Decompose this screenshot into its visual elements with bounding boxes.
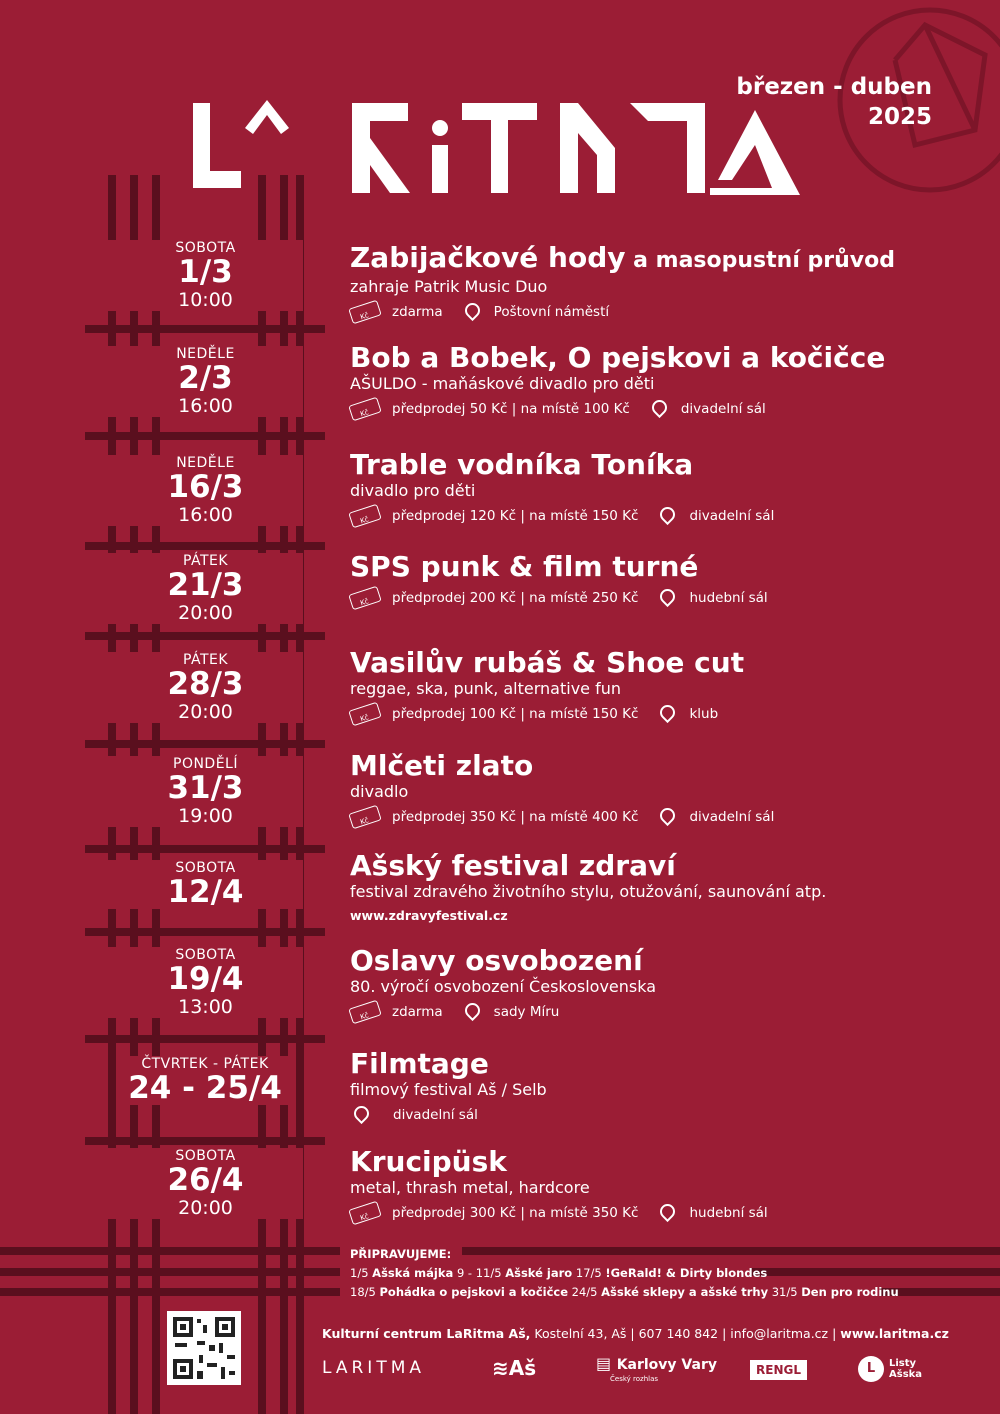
event-title-extra: a masopustní průvod	[625, 248, 895, 273]
event-day: ČTVRTEK - PÁTEK	[141, 1056, 269, 1072]
event-date: 1/3	[178, 254, 233, 290]
footer-org: Kulturní centrum LaRitma Aš,	[322, 1326, 531, 1341]
date-block	[108, 860, 303, 909]
event-place: sady Míru	[493, 1004, 560, 1020]
event-title: Filmtage	[350, 1047, 489, 1080]
event-date: 26/4	[167, 1162, 244, 1198]
event-place: Poštovní náměstí	[493, 304, 610, 320]
event-time: 10:00	[178, 289, 233, 311]
date-block	[122, 1056, 288, 1105]
ticket-icon	[348, 1000, 381, 1024]
event-date: 12/4	[167, 874, 244, 910]
event-subtitle: metal, thrash metal, hardcore	[350, 1178, 590, 1197]
event-date: 24 - 25/4	[128, 1070, 282, 1106]
event-title: Ašský festival zdraví	[350, 849, 676, 882]
event-price: předprodej 120 Kč | na místě 150 Kč	[392, 508, 639, 524]
event-time: 13:00	[178, 996, 233, 1018]
preparing-line-2: 18/5 Pohádka o pejskovi a kočičce 24/5 Ašské sklepy a ašské trhy 31/5 Den pro rodinu	[350, 1285, 899, 1299]
preparing-line-1: 1/5 Ašská májka 9 - 11/5 Ašské jaro 17/5 !GeRald! & Dirty blondes	[350, 1266, 768, 1280]
date-block	[108, 756, 303, 827]
event-price: předprodej 350 Kč | na místě 400 Kč	[392, 809, 639, 825]
location-pin-icon	[657, 503, 678, 524]
event-day: SOBOTA	[175, 947, 236, 963]
event-date: 21/3	[167, 567, 244, 603]
event-day: SOBOTA	[175, 1148, 236, 1164]
event-title: Trable vodníka Toníka	[350, 448, 694, 481]
event-info	[350, 1002, 950, 1022]
location-pin-icon	[657, 1200, 678, 1221]
footer-web-link[interactable]: www.laritma.cz	[840, 1326, 949, 1341]
event-subtitle: zahraje Patrik Music Duo	[350, 277, 548, 296]
event-price: předprodej 200 Kč | na místě 250 Kč	[392, 590, 639, 606]
event-place: hudební sál	[689, 1205, 768, 1221]
event-day: NEDĚLE	[176, 455, 235, 471]
event-info	[350, 807, 950, 827]
period-year: 2025	[867, 104, 932, 130]
date-block	[108, 455, 303, 526]
event-info	[350, 399, 950, 419]
event-date: 16/3	[167, 469, 244, 505]
location-pin-icon	[649, 396, 670, 417]
event-price: předprodej 50 Kč | na místě 100 Kč	[392, 401, 630, 417]
event-subtitle: filmový festival Aš / Selb	[350, 1080, 547, 1099]
event-subtitle: festival zdravého životního stylu, otužování, saunování atp.	[350, 882, 827, 901]
event-price: předprodej 100 Kč | na místě 150 Kč	[392, 706, 639, 722]
event-day: PÁTEK	[182, 652, 229, 668]
ticket-icon	[348, 805, 381, 829]
event-place: klub	[689, 706, 719, 722]
event-time: 16:00	[178, 395, 233, 417]
event-day: PÁTEK	[182, 553, 229, 569]
event-info	[350, 704, 950, 724]
location-pin-icon	[657, 585, 678, 606]
location-pin-icon	[657, 701, 678, 722]
event-item	[350, 1048, 950, 1125]
event-price: předprodej 300 Kč | na místě 350 Kč	[392, 1205, 639, 1221]
event-place: divadelní sál	[680, 401, 766, 417]
date-block	[108, 240, 303, 311]
event-item	[350, 449, 950, 526]
partner-logo-rengl: RENGL	[750, 1360, 807, 1380]
event-title: Mlčeti zlato	[350, 749, 534, 782]
partner-logo-karlovy-vary: ▤ Karlovy Vary Český rozhlas	[596, 1357, 717, 1386]
event-info	[350, 588, 950, 608]
date-block	[108, 1148, 303, 1219]
event-day: NEDĚLE	[176, 346, 235, 362]
partner-logo-laritma: LARITMA	[322, 1358, 425, 1378]
event-day: SOBOTA	[175, 240, 236, 256]
event-title: Zabijačkové hody a masopustní průvod	[350, 241, 895, 274]
event-time: 20:00	[178, 602, 233, 624]
location-pin-icon	[351, 1102, 372, 1123]
ticket-icon	[348, 702, 381, 726]
date-block	[108, 553, 303, 624]
event-item	[350, 945, 950, 1022]
event-price: zdarma	[392, 304, 443, 320]
event-title: Krucipüsk	[350, 1145, 507, 1178]
event-price: zdarma	[392, 1004, 443, 1020]
event-subtitle: reggae, ska, punk, alternative fun	[350, 679, 622, 698]
preparing-section	[350, 1245, 899, 1302]
event-date: 19/4	[167, 961, 244, 997]
event-date: 2/3	[178, 360, 233, 396]
location-pin-icon	[657, 804, 678, 825]
event-item	[350, 1146, 950, 1223]
ticket-icon	[348, 1201, 381, 1225]
event-item	[350, 750, 950, 827]
event-title: Vasilův rubáš & Shoe cut	[350, 646, 745, 679]
event-subtitle: 80. výročí osvobození Československa	[350, 977, 657, 996]
footer-contact	[322, 1326, 949, 1341]
event-item	[350, 551, 950, 608]
ticket-icon	[348, 397, 381, 421]
event-title: Bob a Bobek, O pejskovi a kočičce	[350, 341, 886, 374]
listy-icon: L	[858, 1356, 884, 1382]
event-time: 19:00	[178, 805, 233, 827]
event-date: 28/3	[167, 666, 244, 702]
event-subtitle: divadlo pro děti	[350, 481, 476, 500]
event-place: divadelní sál	[689, 508, 775, 524]
qr-code-icon[interactable]	[167, 1311, 241, 1385]
event-time: 20:00	[178, 1197, 233, 1219]
ticket-icon	[348, 586, 381, 610]
partner-logo-listy-asska: L Listy Ašska	[858, 1356, 922, 1382]
preparing-heading: PŘIPRAVUJEME:	[350, 1247, 452, 1261]
event-item	[350, 242, 950, 322]
event-info	[350, 1203, 950, 1223]
event-subtitle: divadlo	[350, 782, 409, 801]
event-time: 20:00	[178, 701, 233, 723]
event-day: SOBOTA	[175, 860, 236, 876]
event-item	[350, 342, 950, 419]
event-place: divadelní sál	[689, 809, 775, 825]
ticket-icon	[348, 504, 381, 528]
partner-logo-cesky-rozhlas: Český rozhlas	[610, 1375, 659, 1383]
location-pin-icon	[462, 299, 483, 320]
period-months: březen - duben	[736, 74, 932, 100]
event-item	[350, 850, 950, 923]
period-label	[700, 72, 932, 132]
event-title: Oslavy osvobození	[350, 944, 643, 977]
date-block	[108, 346, 303, 417]
date-block	[108, 947, 303, 1018]
event-info	[350, 1105, 950, 1125]
event-subtitle: AŠULDO - maňáskové divadlo pro děti	[350, 374, 655, 393]
event-info	[350, 302, 950, 322]
location-pin-icon	[462, 999, 483, 1020]
event-info	[350, 506, 950, 526]
event-date: 31/3	[167, 770, 244, 806]
event-day: PONDĚLÍ	[173, 756, 238, 772]
partner-logo-as: ≋Aš	[492, 1356, 537, 1380]
ticket-icon	[348, 300, 381, 324]
event-place: hudební sál	[689, 590, 768, 606]
event-title: SPS punk & film turné	[350, 550, 699, 583]
event-place: divadelní sál	[393, 1107, 478, 1123]
event-item	[350, 647, 950, 724]
date-block	[108, 652, 303, 723]
event-website-link[interactable]: www.zdravyfestival.cz	[350, 908, 508, 923]
footer-address: Kostelní 43, Aš | 607 140 842 | info@laritma.cz |	[530, 1326, 841, 1341]
event-time: 16:00	[178, 504, 233, 526]
